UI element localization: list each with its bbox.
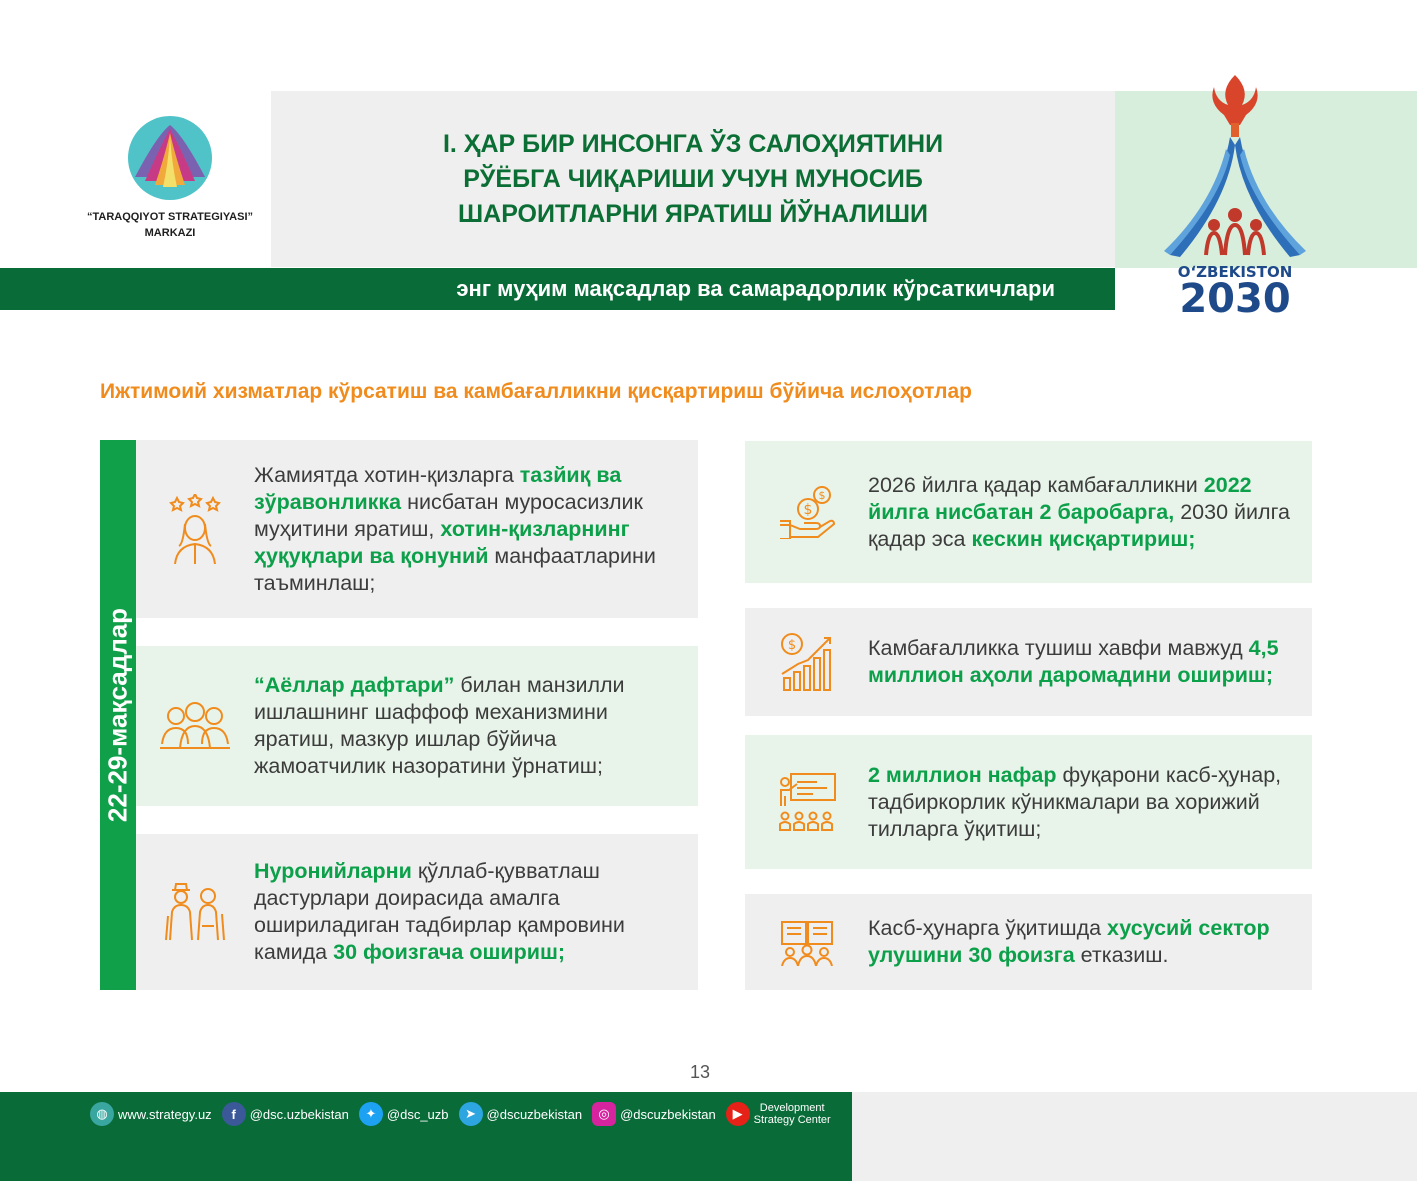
title-line3: ШАРОИТЛАРНИ ЯРАТИШ ЙЎНАЛИШИ [458, 199, 928, 228]
subtitle-bar [0, 268, 1115, 310]
highlight-text: хусусий сектор улушини 30 фоизга [868, 916, 1270, 967]
body-text: 2026 йилга қадар камбағалликни [868, 472, 1204, 497]
body-text: қўллаб-қувватлаш дастурлари доирасида амалга ошириладиган тадбирлар қамровини камида [254, 859, 625, 964]
svg-text:$: $ [803, 502, 812, 518]
uzbekistan-2030-logo [1150, 65, 1320, 325]
social-links [90, 1102, 835, 1126]
right-card-2 [745, 608, 1312, 716]
goals-side-bar [100, 440, 136, 990]
right-card-1-text [868, 472, 1308, 553]
youtube-icon: ▶ [726, 1102, 750, 1126]
highlight-text: Нуронийларни [254, 859, 412, 883]
left-card-2 [136, 646, 698, 806]
title-line1: I. ҲАР БИР ИНСОНГА ЎЗ САЛОҲИЯТИНИ [442, 129, 944, 158]
community-group-icon [136, 700, 254, 752]
title-line2: РЎЁБГА ЧИҚАРИШИ УЧУН МУНОСИБ [463, 164, 923, 193]
right-card-3 [745, 735, 1312, 869]
svg-text:$: $ [787, 638, 796, 653]
highlight-text: хотин-қизларнинг ҳуқуқлари ва қонуний [254, 516, 630, 568]
youtube-link[interactable] [726, 1102, 831, 1126]
dsc-label [754, 1102, 831, 1126]
body-text: Касб-ҳунарга ўқитишда [868, 916, 1108, 940]
svg-text:$: $ [818, 489, 825, 502]
twitter-icon: ✦ [359, 1102, 383, 1126]
income-growth-icon [745, 632, 868, 692]
left-card-3 [136, 834, 698, 990]
instagram-link[interactable] [592, 1102, 716, 1126]
right-card-4-text [868, 915, 1308, 969]
highlight-text: тазйиқ ва зўравонликка [254, 462, 622, 514]
highlight-text: кескин қисқартириш; [971, 526, 1196, 551]
dsc-logo-block [70, 115, 270, 241]
training-presentation-icon [745, 772, 868, 832]
subtitle-text: энг муҳим мақсадлар ва самарадорлик кўрсаткичлари [456, 276, 1055, 301]
facebook-link[interactable] [222, 1102, 349, 1126]
highlight-text: 30 фоизгача ошириш; [333, 940, 566, 964]
left-card-2-text [254, 672, 686, 780]
twitter-link[interactable] [359, 1102, 449, 1126]
body-text: фуқарони касб-ҳунар, тадбиркорлик кўникмалари ва хорижий тилларга ўқитиш; [868, 762, 1282, 841]
logo-text-line1: “TARAQQIYOT STRATEGIYASI” [86, 211, 254, 223]
section-heading: Ижтимоий хизматлар кўрсатиш ва камбағалликни қисқартириш бўйича ислоҳотлар [100, 380, 973, 403]
body-text: билан манзилли ишлашнинг шаффоф механизмини яратиш, мазкур ишлар бўйича жамоатчилик назоратини ўрнатиш; [254, 673, 625, 778]
twitter-text: @dsc_uzb [386, 1106, 449, 1122]
dsc-line2: Strategy Center [753, 1114, 831, 1126]
telegram-link[interactable] [459, 1102, 583, 1126]
instagram-icon: ◎ [592, 1102, 616, 1126]
education-book-icon [745, 918, 868, 966]
body-text: нисбатан муросасизлик муҳитини яратиш, [254, 489, 643, 541]
footer-gray-area [852, 1092, 1417, 1181]
title-box [271, 91, 1115, 267]
body-text: 2030 йилга қадар эса [868, 499, 1290, 551]
left-card-3-text [254, 858, 684, 966]
brand-line1: OʻZBEKISTON [1177, 263, 1293, 281]
brand-line2: 2030 [1179, 276, 1291, 322]
telegram-text: @dscuzbekistan [486, 1106, 583, 1122]
highlight-text: 4,5 миллион аҳоли даромадини ошириш; [868, 636, 1279, 687]
left-card-1-text [254, 462, 684, 597]
highlight-text: “Аёллар дафтари” [254, 673, 455, 697]
right-card-3-text [868, 762, 1308, 843]
telegram-icon: ➤ [459, 1102, 483, 1126]
right-card-4 [745, 894, 1312, 990]
body-text: етказиш. [1074, 943, 1169, 967]
left-card-1 [136, 440, 698, 618]
goals-side-label: 22-29-мақсадлар [102, 607, 133, 823]
body-text: Камбағалликка тушиш хавфи мавжуд [868, 636, 1249, 660]
body-text: манфаатларини таъминлаш; [254, 543, 656, 595]
globe-icon: ◍ [90, 1102, 114, 1126]
highlight-text: 2 миллион нафар [868, 762, 1057, 787]
dsc-logo-icon [127, 115, 213, 201]
money-hand-icon [745, 485, 868, 539]
page-title [373, 127, 1013, 232]
right-card-1 [745, 441, 1312, 583]
women-rights-icon [136, 494, 254, 564]
facebook-icon: f [222, 1102, 246, 1126]
logo-text-line2: MARKAZI [144, 227, 196, 239]
body-text: Жамиятда хотин-қизларга [254, 462, 520, 487]
facebook-text: @dsc.uzbekistan [249, 1106, 349, 1122]
page-number: 13 [690, 1062, 711, 1082]
right-card-2-text [868, 635, 1308, 689]
dsc-line1: Development [759, 1102, 825, 1114]
website-text: www.strategy.uz [118, 1106, 212, 1122]
elderly-couple-icon [136, 882, 254, 942]
website-link[interactable] [90, 1102, 212, 1126]
highlight-text: 2022 йилга нисбатан 2 баробарга, [868, 472, 1252, 524]
instagram-text: @dscuzbekistan [620, 1106, 716, 1122]
